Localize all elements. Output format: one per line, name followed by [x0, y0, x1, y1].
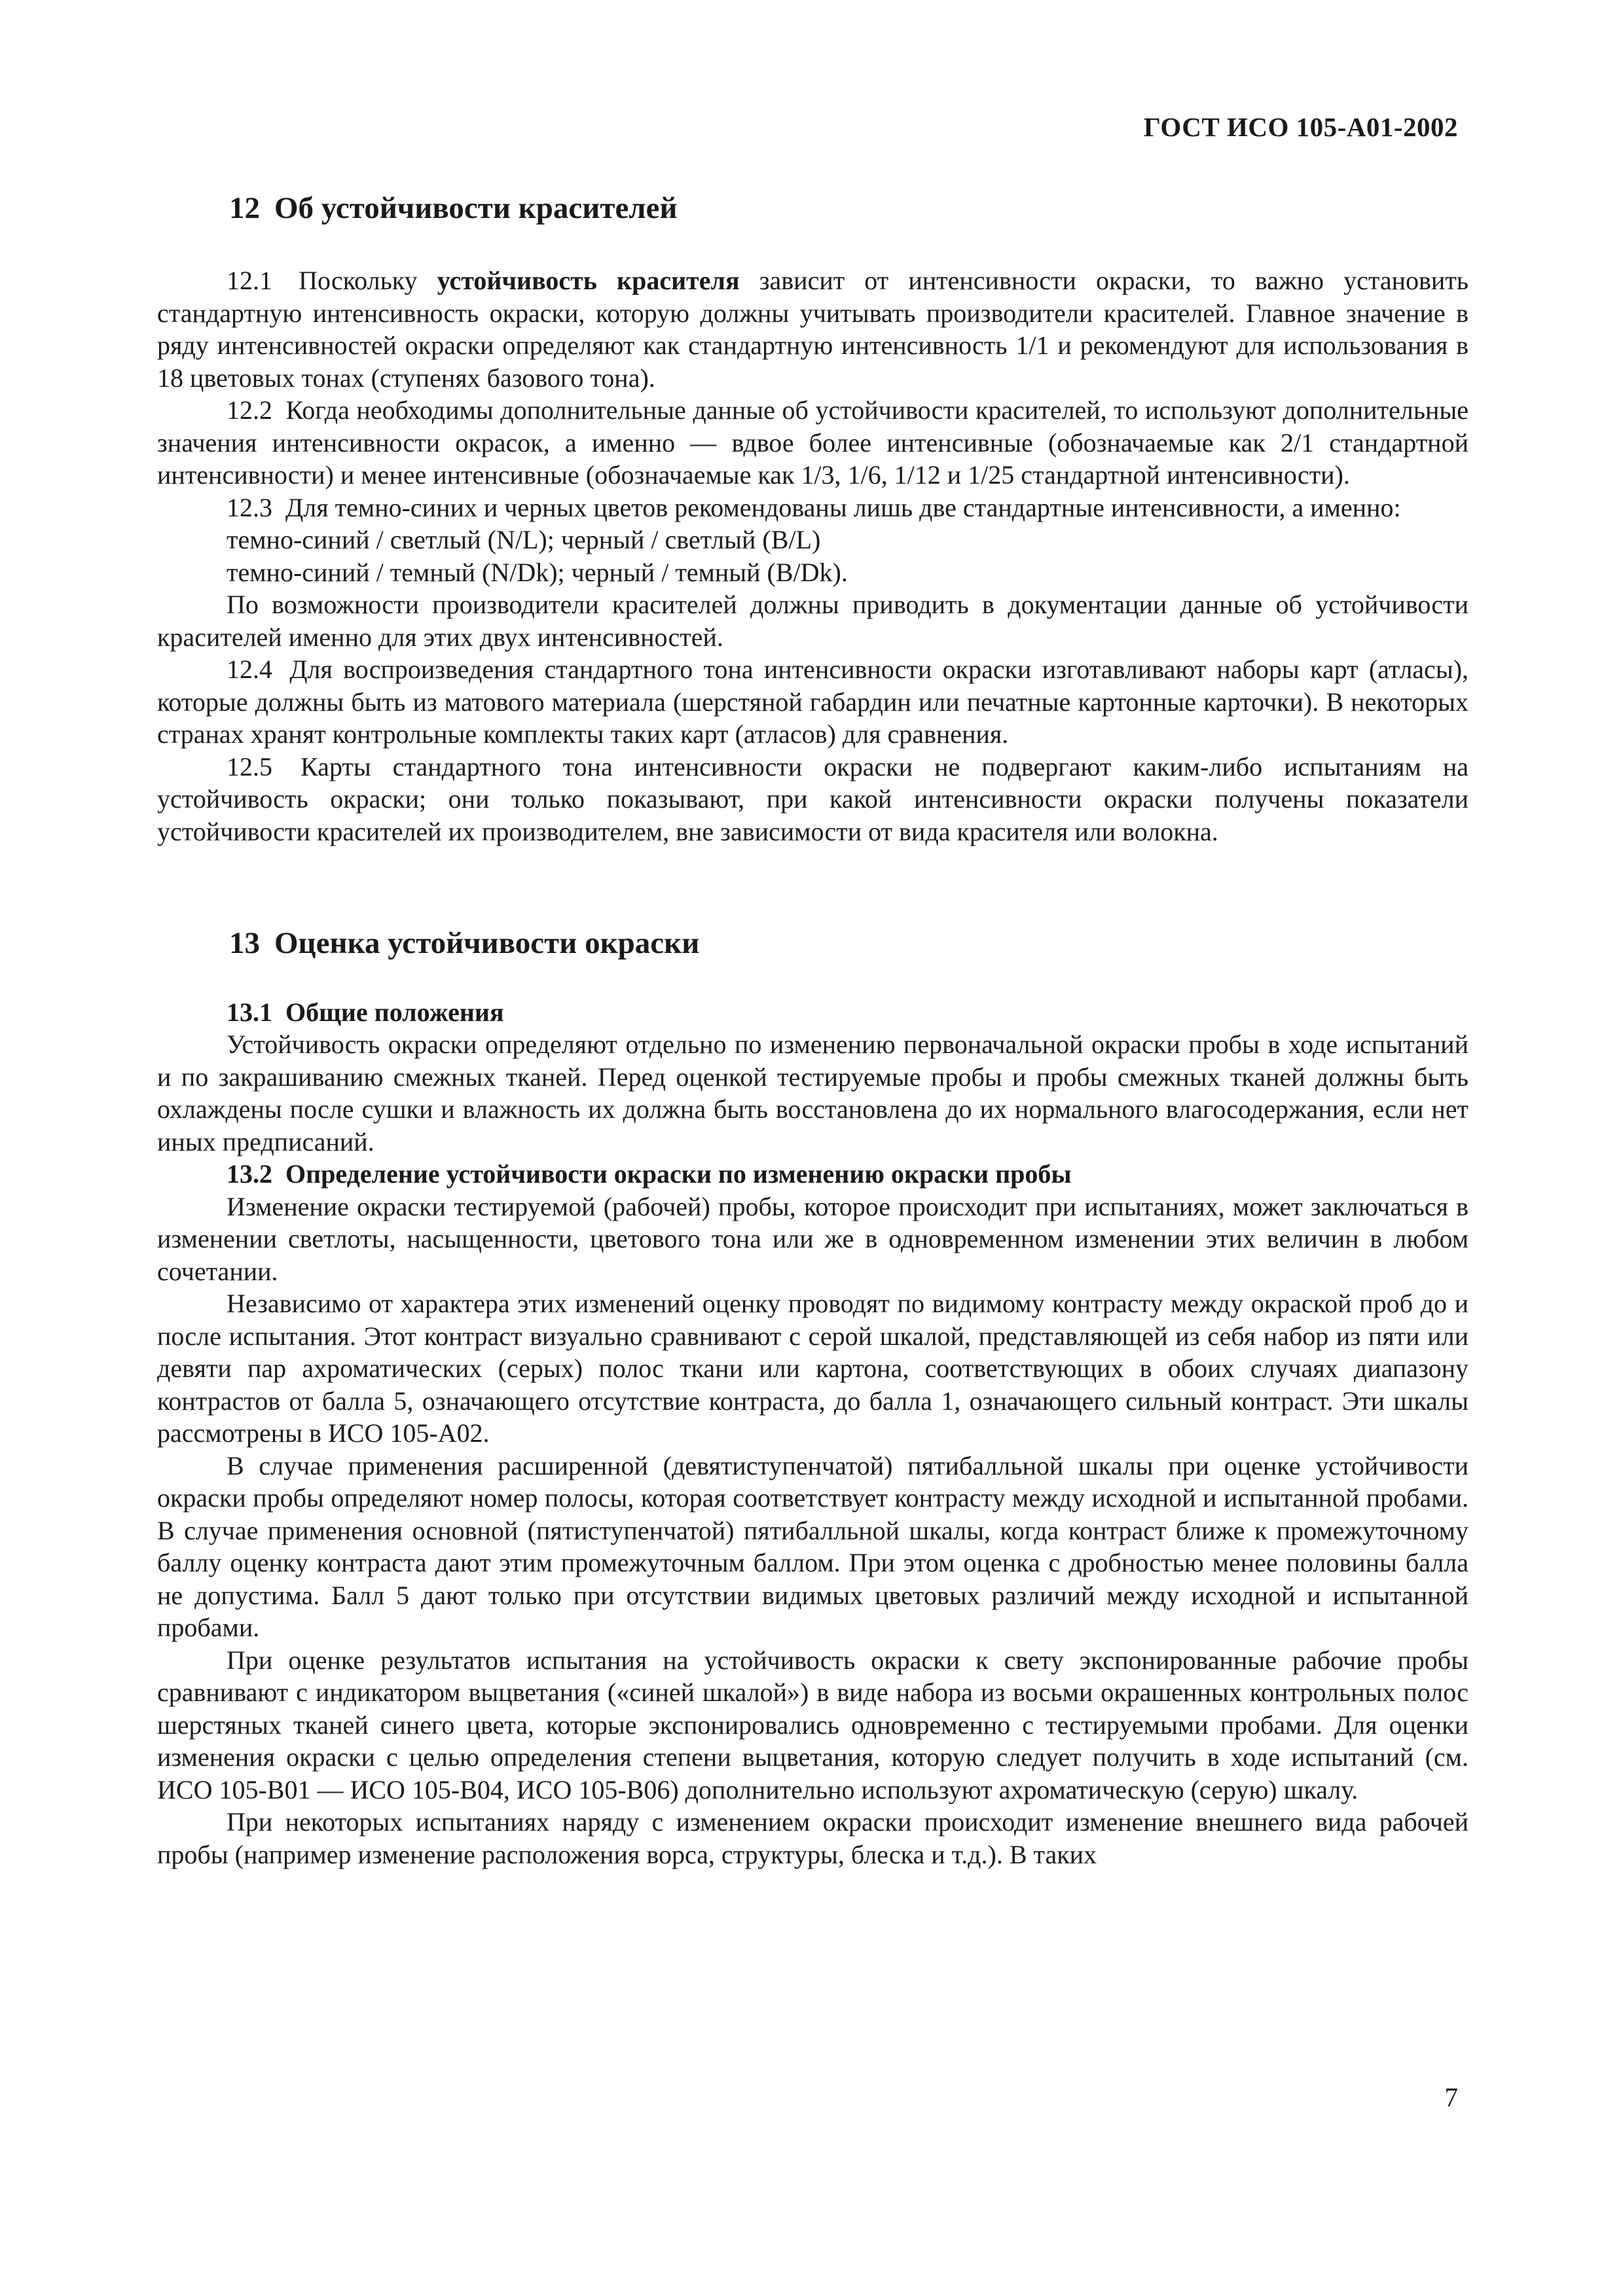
paragraph-12-1 — [157, 264, 1468, 394]
paragraph-text: Для воспроизведения стандартного тона интенсивности окраски изготавливают наборы карт (атласы), которые должны быть из матового материала (шерстяной габардин или печатные картонные карточки). В некоторых странах хранят контрольные комплекты таких карт (атласов) для сравнения. — [157, 655, 1469, 749]
subsection-title: Общие положения — [285, 997, 504, 1027]
paragraph-text: зависит от интенсивности окраски, то важно установить стандартную интенсивность окраски, которую должны учитывать производители красителей. Главное значение в ряду интенсивностей окраски определяют как стандартную интенсивность 1/1 и рекомендуют для использования в 18 цветовых тонах (ступенях базового тона). — [157, 266, 1469, 393]
subsection-number: 13.2 — [227, 1159, 272, 1189]
paragraph-text: Для темно-синих и черных цветов рекомендованы лишь две стандартные интенсивности, а именно: — [285, 492, 1401, 522]
paragraph-number: 12.1 — [227, 266, 272, 296]
section-13-title: Оценка устойчивости окраски — [274, 926, 700, 961]
section-13-number: 13 — [229, 926, 260, 961]
section-12-title: Об устойчивости красителей — [274, 191, 678, 225]
paragraph-13-2-c: В случае применения расширенной (девятиступенчатой) пятибалльной шкалы при оценке устойчивости окраски пробы определяют номер полосы, которая соответствует контрасту между исходной и испытанной пробами. В случае применения основной (пятиступенчатой) пятибалльной шкалы, когда контраст ближе к промежуточному баллу оценку контраста дают этим промежуточным баллом. При этом оценка с дробностью менее половины балла не допустима. Балл 5 дают только при отсутствии видимых цветовых различий между исходной и испытанной пробами. — [157, 1450, 1468, 1643]
section-12-body — [157, 264, 1468, 848]
section-13-heading — [229, 925, 1468, 961]
section-13-body — [157, 996, 1468, 1871]
paragraph-13-2-a: Изменение окраски тестируемой (рабочей) пробы, которое происходит при испытаниях, может заключаться в изменении светлоты, насыщенности, цветового тона или же в одновременном изменении этих величин в любом сочетании. — [157, 1191, 1468, 1286]
paragraph-12-3-note: По возможности производители красителей должны приводить в документации данные об устойчивости красителей именно для этих двух интенсивностей. — [157, 590, 1468, 652]
paragraph-12-4 — [157, 653, 1468, 751]
paragraph-12-2 — [157, 394, 1468, 492]
section-12-heading — [229, 190, 1468, 226]
paragraph-12-3 — [157, 492, 1468, 524]
paragraph-number: 12.4 — [227, 655, 272, 685]
paragraph-13-1: Устойчивость окраски определяют отдельно по изменению первоначальной окраски пробы в ходе испытаний и по закрашиванию смежных тканей. Перед оценкой тестируемые пробы и пробы смежных тканей должны быть охлаждены после сушки и влажность их должна быть восстановлена до их нормального влагосодержания, если нет иных предписаний. — [157, 1030, 1468, 1157]
paragraph-text: Поскольку — [299, 266, 418, 296]
page-content — [157, 190, 1468, 1871]
paragraph-number: 12.5 — [227, 751, 272, 781]
subsection-13-2-heading — [227, 1158, 1468, 1191]
intensity-line-light: темно-синий / светлый (N/L); черный / светлый (B/L) — [227, 525, 821, 555]
bold-term: устойчивость красителя — [437, 266, 740, 296]
page-number: 7 — [1444, 2082, 1458, 2112]
paragraph-13-2-d: При оценке результатов испытания на устойчивость окраски к свету экспонированные рабочие пробы сравнивают с индикатором выцветания («синей шкалой») в виде набора из восьми окрашенных контрольных полос шерстяных тканей синего цвета, которые экспонировались одновременно с тестируемыми пробами. Для оценки изменения окраски с целью определения степени выцветания, которую следует получить в ходе испытаний (см. ИСО 105-В01 — ИСО 105-В04, ИСО 105-В06) дополнительно используют ахроматическую (серую) шкалу. — [157, 1645, 1468, 1804]
paragraph-number: 12.2 — [227, 395, 272, 425]
paragraph-number: 12.3 — [227, 492, 272, 522]
section-12-number: 12 — [229, 191, 260, 225]
paragraph-12-5 — [157, 751, 1468, 848]
paragraph-13-2-b: Независимо от характера этих изменений оценку проводят по видимому контрасту между окраской проб до и после испытания. Этот контраст визуально сравнивают с серой шкалой, представляющей из себя набор из пяти или девяти пар ахроматических (серых) полос ткани или картона, соответствующих в обоих случаях диапазону контрастов от балла 5, означающего отсутствие контраста, до балла 1, означающего сильный контраст. Эти шкалы рассмотрены в ИСО 105-А02. — [157, 1289, 1468, 1448]
subsection-number: 13.1 — [227, 997, 272, 1027]
document-code-header: ГОСТ ИСО 105-А01-2002 — [1143, 112, 1458, 142]
paragraph-text: Когда необходимы дополнительные данные об устойчивости красителей, то используют дополнительные значения интенсивности окрасок, а именно — вдвое более интенсивные (обозначаемые как 2/1 стандартной интенсивности) и менее интенсивные (обозначаемые как 1/3, 1/6, 1/12 и 1/25 стандартной интенсивности). — [157, 395, 1468, 490]
intensity-line-dark: темно-синий / темный (N/Dk); черный / темный (B/Dk). — [227, 557, 848, 587]
subsection-13-1-heading — [227, 996, 1468, 1029]
subsection-title: Определение устойчивости окраски по изменению окраски пробы — [285, 1159, 1072, 1189]
paragraph-13-2-e: При некоторых испытаниях наряду с изменением окраски происходит изменение внешнего вида рабочей пробы (например изменение расположения ворса, структуры, блеска и т.д.). В таких — [157, 1807, 1468, 1869]
paragraph-text: Карты стандартного тона интенсивности окраски не подвергают каким-либо испытаниям на устойчивость окраски; они только показывают, при какой интенсивности окраски получены показатели устойчивости красителей их производителем, вне зависимости от вида красителя или волокна. — [157, 751, 1469, 846]
